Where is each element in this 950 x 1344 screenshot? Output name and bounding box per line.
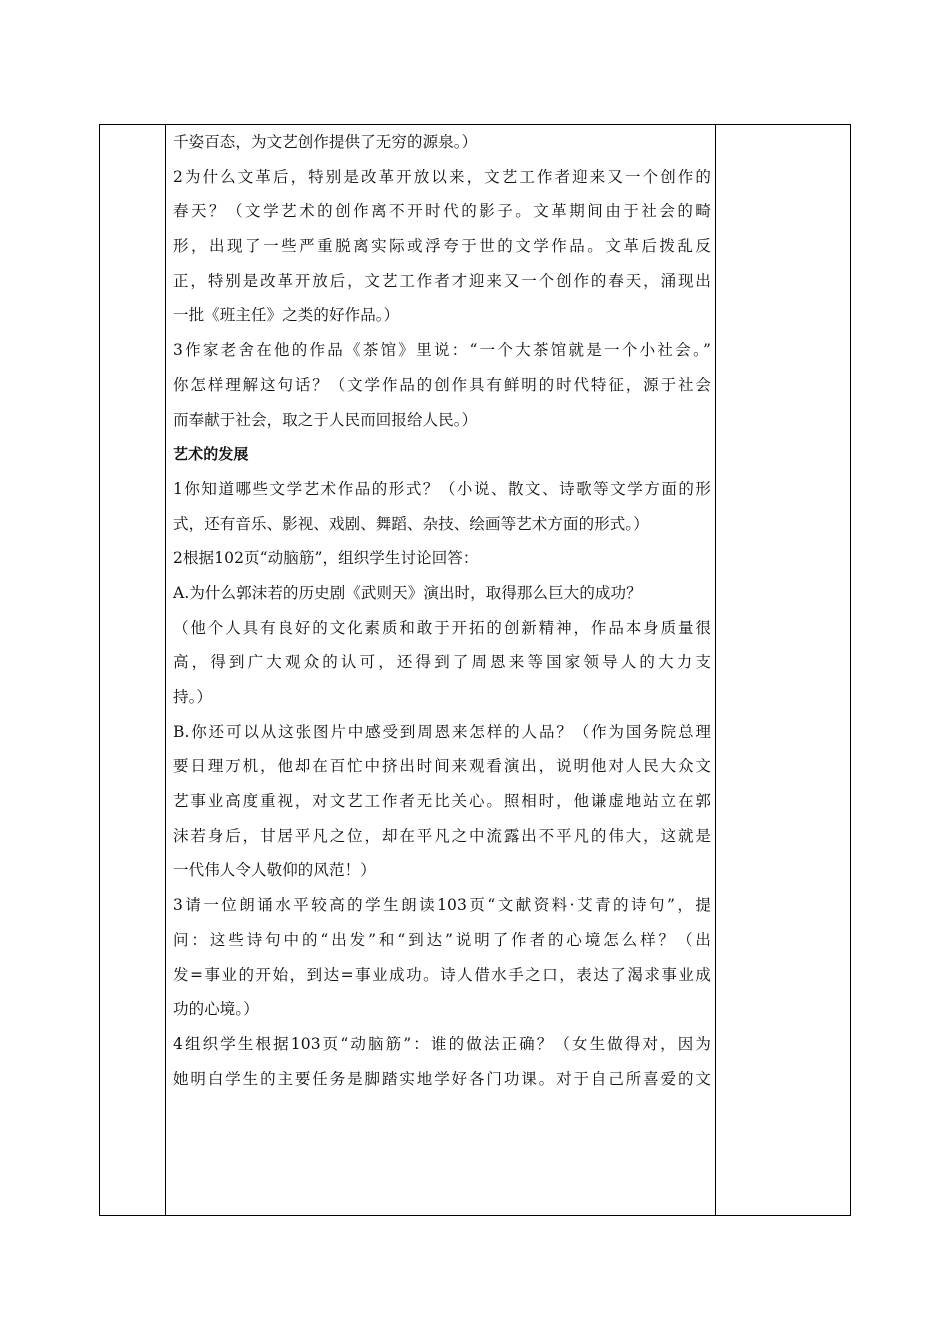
text-line: 问：这些诗句中的“出发”和“到达”说明了作者的心境怎么样？（出	[173, 930, 711, 949]
text-line: 正，特别是改革开放后，文艺工作者才迎来又一个创作的春天，涌现出	[173, 271, 711, 290]
text-line: 3请一位朗诵水平较高的学生朗读103页“文献资料·艾青的诗句”，提	[173, 896, 711, 915]
text-line: 4组织学生根据103页“动脑筋”：谁的做法正确？（女生做得对，因为	[173, 1034, 711, 1053]
text-line: 一批《班主任》之类的好作品。）	[173, 306, 400, 325]
text-line: 她明白学生的主要任务是脚踏实地学好各门功课。对于自己所喜爱的文	[173, 1069, 711, 1088]
text-line: 形，出现了一些严重脱离实际或浮夸于世的文学作品。文革后拨乱反	[173, 237, 711, 256]
text-line: 沫若身后，甘居平凡之位，却在平凡之中流露出不平凡的伟大，这就是	[173, 826, 711, 845]
content-cell	[166, 125, 716, 1215]
text-line: 要日理万机，他却在百忙中挤出时间来观看演出，说明他对人民大众文	[173, 757, 711, 776]
text-line: 1你知道哪些文学艺术作品的形式？（小说、散文、诗歌等文学方面的形	[173, 479, 711, 498]
text-line: 高，得到广大观众的认可，还得到了周恩来等国家领导人的大力支	[173, 653, 711, 672]
text-line: 功的心境。）	[173, 1000, 259, 1019]
text-line: 春天？（文学艺术的创作离不开时代的影子。文革期间由于社会的畸	[173, 202, 711, 221]
section-heading: 艺术的发展	[173, 445, 249, 464]
text-line: 2为什么文革后，特别是改革开放以来，文艺工作者迎来又一个创作的	[173, 167, 711, 186]
text-line: 而奉献于社会，取之于人民而回报给人民。）	[173, 410, 478, 429]
text-line: 式，还有音乐、影视、戏剧、舞蹈、杂技、绘画等艺术方面的形式。）	[173, 514, 649, 533]
left-column-cell	[100, 125, 166, 1215]
text-line: 你怎样理解这句话？（文学作品的创作具有鲜明的时代特征，源于社会	[173, 375, 711, 394]
text-line: （他个人具有良好的文化素质和敢于开拓的创新精神，作品本身质量很	[173, 618, 711, 637]
text-line: 3作家老舍在他的作品《茶馆》里说：“一个大茶馆就是一个小社会。”	[173, 341, 711, 360]
text-line: 2根据102页“动脑筋”，组织学生讨论回答：	[173, 549, 479, 568]
right-column-cell	[716, 125, 850, 1215]
text-line: 一代伟人令人敬仰的风范！）	[173, 861, 376, 880]
text-line: A.为什么郭沫若的历史剧《武则天》演出时，取得那么巨大的成功？	[173, 583, 642, 602]
text-line: 发=事业的开始，到达=事业成功。诗人借水手之口，表达了渴求事业成	[173, 965, 711, 984]
lesson-table	[99, 124, 851, 1216]
text-line: 持。）	[173, 688, 213, 706]
text-line: 千姿百态，为文艺创作提供了无穷的源泉。）	[173, 133, 478, 151]
text-line: 艺事业高度重视，对文艺工作者无比关心。照相时，他谦虚地站立在郭	[173, 792, 711, 811]
text-line: B.你还可以从这张图片中感受到周恩来怎样的人品？（作为国务院总理	[173, 722, 711, 741]
